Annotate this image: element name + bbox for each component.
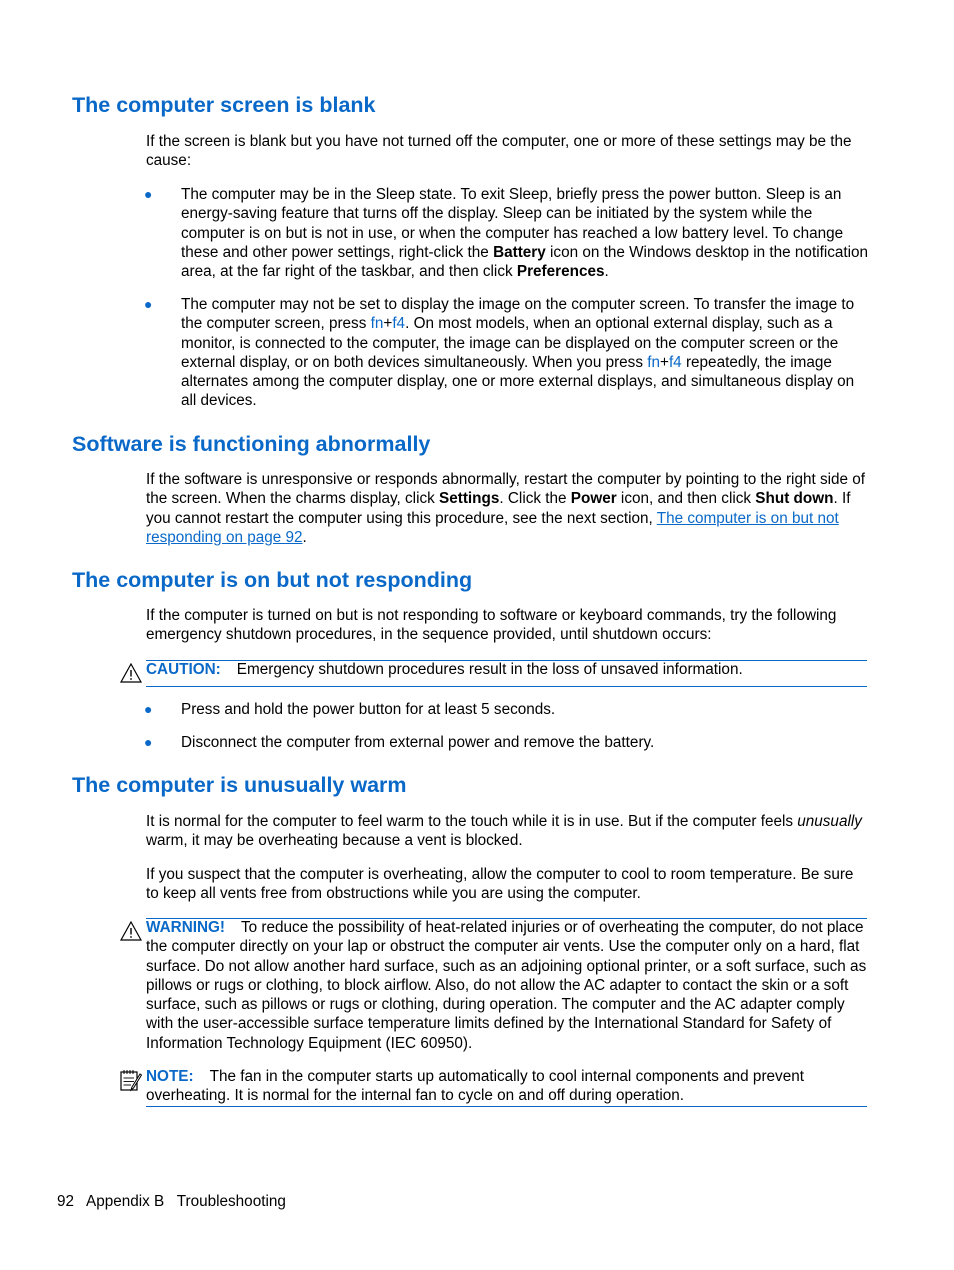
caution-notice bbox=[146, 660, 868, 679]
paragraph-software: If the software is unresponsive or responds abnormally, restart the computer by pointing to the right side of the screen. When the charms display, click Settings. Click the Power icon, and then click Shut down. If you cannot restart the computer using this procedure, see the next section, The computer is on but not responding on page 92. bbox=[146, 471, 866, 546]
warning-notice bbox=[146, 918, 868, 1053]
bullet-display-switch: The computer may not be set to display the image on the computer screen. To transfer the image to the computer screen, press fn+f4. On most models, when an optional external display, such as a monitor, is connected to the computer, the image can be displayed on the computer screen or the external display, or on both devices simultaneously. When you press fn+f4 repeatedly, the image alternates among the computer display, one or more external displays, and simultaneous display on all devices. bbox=[181, 296, 855, 410]
link-not-responding-section[interactable]: The computer is on but not responding on page 92 bbox=[146, 509, 839, 546]
warning-text: To reduce the possibility of heat-related injuries or of overheating the computer, do not place the computer directly on your lap or obstruct the computer air vents. Use the computer only on a hard, flat surface. Do not allow another hard surface, such as an adjoining optional printer, or a soft surface, such as pillows or rugs or clothing, to block airflow. Also, do not allow the AC adapter to contact the skin or a soft surface, such as pillows or rugs or clothing, during operation. The computer and the AC adapter comply with the user-accessible surface temperature limits defined by the International Standard for Safety of Information Technology Equipment (IEC 60950). bbox=[146, 919, 867, 1052]
bullet-dot-icon: ● bbox=[144, 186, 153, 202]
bullet-dot-icon: ● bbox=[144, 701, 153, 717]
key-f4: f4 bbox=[392, 315, 406, 333]
warning-triangle-icon bbox=[120, 663, 142, 683]
warning-label: WARNING! bbox=[146, 919, 226, 936]
footer-section-title: Appendix B Troubleshooting bbox=[86, 1193, 286, 1210]
paragraph-warm-1: It is normal for the computer to feel warm to the touch while it is in use. But if the computer feels unusually warm, it may be overheating because a vent is blocked. bbox=[146, 813, 862, 850]
bullet-disconnect-power: Disconnect the computer from external power and remove the battery. bbox=[181, 734, 655, 751]
caution-label: CAUTION: bbox=[146, 661, 221, 678]
key-fn: fn bbox=[647, 353, 660, 371]
caution-bottom-rule bbox=[146, 686, 867, 687]
heading-not-responding: The computer is on but not responding bbox=[72, 568, 473, 592]
warning-triangle-icon bbox=[120, 921, 142, 941]
note-bottom-rule bbox=[146, 1106, 867, 1107]
paragraph-not-responding-intro: If the computer is turned on but is not responding to software or keyboard commands, try the following emergency shutdown procedures, in the sequence provided, until shutdown occurs: bbox=[146, 607, 837, 644]
page-number: 92 bbox=[57, 1193, 75, 1210]
heading-software-abnormal: Software is functioning abnormally bbox=[72, 432, 431, 456]
paragraph-screen-blank-intro: If the screen is blank but you have not turned off the computer, one or more of these settings may be the cause: bbox=[146, 133, 852, 170]
heading-unusually-warm: The computer is unusually warm bbox=[72, 773, 407, 797]
bullet-sleep-state: The computer may be in the Sleep state. To exit Sleep, briefly press the power button. Sleep is an energy-saving feature that turns off the display. Sleep can be initiated by the system while the computer is on but is not in use, or when the computer has reached a low battery level. To change these and other power settings, right-click the Battery icon on the Windows desktop in the notification area, at the far right of the taskbar, and then click Preferences. bbox=[181, 186, 869, 281]
bullet-hold-power: Press and hold the power button for at least 5 seconds. bbox=[181, 701, 556, 718]
note-text: The fan in the computer starts up automatically to cool internal components and prevent overheating. It is normal for the internal fan to cycle on and off during operation. bbox=[146, 1068, 804, 1105]
paragraph-warm-2: If you suspect that the computer is overheating, allow the computer to cool to room temperature. Be sure to keep all vents free from obstructions while you are using the computer. bbox=[146, 866, 854, 903]
key-f4: f4 bbox=[668, 353, 682, 371]
bullet-dot-icon: ● bbox=[144, 296, 153, 312]
note-label: NOTE: bbox=[146, 1068, 194, 1085]
bullet-dot-icon: ● bbox=[144, 734, 153, 750]
note-notice bbox=[146, 1067, 868, 1106]
heading-screen-blank: The computer screen is blank bbox=[72, 93, 376, 117]
caution-text: Emergency shutdown procedures result in the loss of unsaved information. bbox=[236, 661, 743, 678]
page-footer bbox=[57, 1192, 286, 1211]
note-pad-icon bbox=[119, 1068, 143, 1092]
key-fn: fn bbox=[370, 315, 384, 333]
